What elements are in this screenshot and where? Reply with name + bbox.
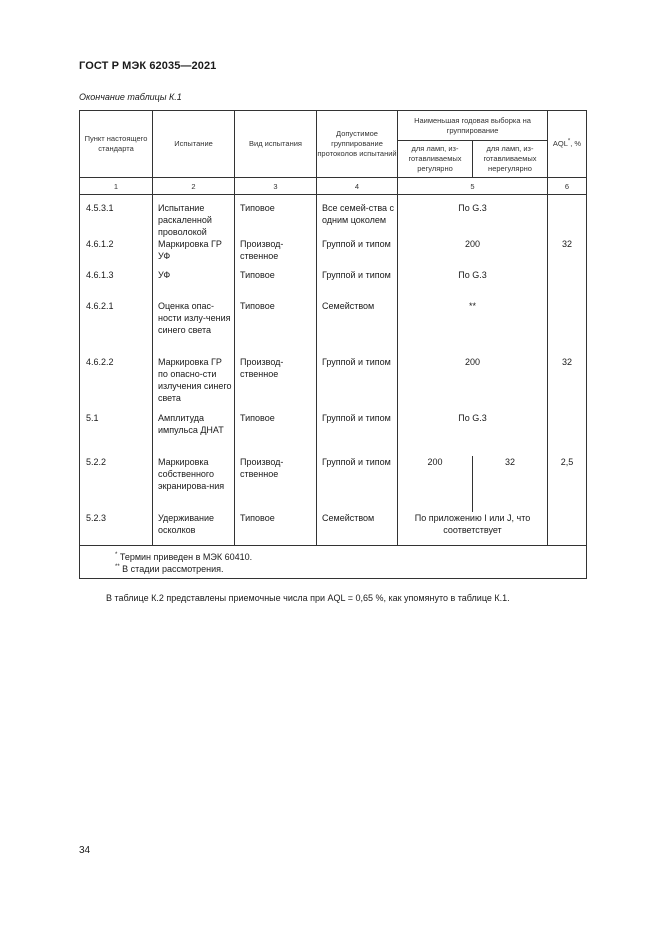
table-row [80,412,587,456]
table-row [80,195,587,239]
cell-type: Производ-ственное [235,356,317,412]
cell-type: Производ-ственное [235,238,317,269]
table-k1-continuation [79,110,586,579]
table-footnotes [80,545,587,578]
cell-aql [548,412,587,456]
col-number: 4 [317,178,398,195]
footnote-text: Термин приведен в МЭК 60410. [117,551,253,562]
cell-clause: 4.5.3.1 [80,195,153,239]
cell-test: Испытание раскаленной проволокой [153,195,235,239]
cell-test: УФ [153,269,235,300]
cell-aql [548,512,587,545]
cell-clause: 4.6.1.2 [80,238,153,269]
header-test: Испытание [153,111,235,178]
cell-sample-regular: 200 [398,456,473,512]
table-row [80,269,587,300]
cell-sample: 200 [398,238,548,269]
header-regular: для ламп, из-готавливаемых регулярно [398,141,473,178]
header-test-type: Вид испытания [235,111,317,178]
cell-type: Типовое [235,269,317,300]
cell-grouping: Группой и типом [317,412,398,456]
cell-aql: 32 [548,238,587,269]
cell-sample: 200 [398,356,548,412]
aql-unit: , % [570,139,582,148]
cell-sample: ** [398,300,548,356]
footnote [115,563,586,575]
col-number: 5 [398,178,548,195]
body-paragraph: В таблице К.2 представлены приемочные числа при AQL = 0,65 %, как упомянуто в таблице К.1. [106,593,510,603]
table-row [80,238,587,269]
col-number: 1 [80,178,153,195]
cell-test: Маркировка ГР УФ [153,238,235,269]
cell-grouping: Группой и типом [317,456,398,512]
footnote-mark: ** [115,563,120,570]
cell-grouping: Все семей-ства с одним цоколем [317,195,398,239]
cell-aql [548,195,587,239]
cell-test: Удерживание осколков [153,512,235,545]
cell-aql: 2,5 [548,456,587,512]
cell-grouping: Семейством [317,512,398,545]
cell-grouping: Группой и типом [317,356,398,412]
cell-aql [548,269,587,300]
cell-clause: 5.1 [80,412,153,456]
cell-grouping: Группой и типом [317,269,398,300]
footnote-mark: * [115,551,118,558]
header-grouping: Допустимое группирование протоколов испытаний [317,111,398,178]
footnote-text: В стадии рассмотрения. [119,563,224,574]
col-number: 6 [548,178,587,195]
cell-clause: 5.2.3 [80,512,153,545]
header-annual-sample: Наименьшая годовая выборка на группирование [398,111,548,141]
cell-clause: 4.6.1.3 [80,269,153,300]
cell-test: Маркировка ГР по опасно-сти излучения синего света [153,356,235,412]
cell-test: Оценка опас-ности излу-чения синего света [153,300,235,356]
aql-label: AQL [552,139,568,148]
table-row [80,300,587,356]
header-clause: Пункт настоящего стандарта [80,111,153,178]
cell-aql: 32 [548,356,587,412]
cell-type: Типовое [235,300,317,356]
table-row [80,512,587,545]
col-number: 3 [235,178,317,195]
table-row [80,356,587,412]
cell-sample-irregular: 32 [473,456,548,512]
header-irregular: для ламп, из-готавливаемых нерегулярно [473,141,548,178]
cell-aql [548,300,587,356]
cell-type: Производ-ственное [235,456,317,512]
cell-test: Амплитуда импульса ДНАТ [153,412,235,456]
page-number: 34 [79,845,91,856]
cell-grouping: Семейством [317,300,398,356]
document-title: ГОСТ Р МЭК 62035—2021 [79,60,217,72]
cell-sample: По G.3 [398,412,548,456]
cell-sample: По G.3 [398,269,548,300]
cell-clause: 4.6.2.2 [80,356,153,412]
aql-mark: * [567,138,571,145]
cell-clause: 5.2.2 [80,456,153,512]
cell-type: Типовое [235,412,317,456]
cell-test: Маркировка собственного экранирова-ния [153,456,235,512]
table-row [80,456,587,512]
cell-sample: По приложению I или J, что соответствует [398,512,548,545]
footnote [115,551,586,563]
header-aql [548,111,587,178]
table-caption: Окончание таблицы К.1 [79,92,182,102]
cell-clause: 4.6.2.1 [80,300,153,356]
cell-type: Типовое [235,195,317,239]
cell-grouping: Группой и типом [317,238,398,269]
col-number: 2 [153,178,235,195]
cell-sample: По G.3 [398,195,548,239]
cell-type: Типовое [235,512,317,545]
